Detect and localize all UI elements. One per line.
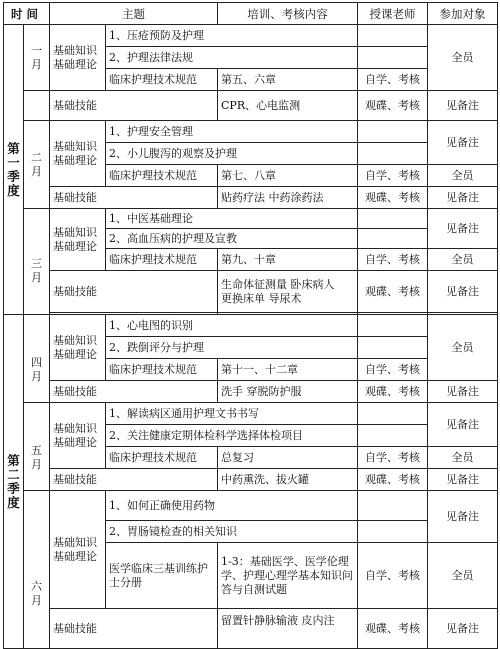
topic-cell: 2、跌倒评分与护理 [106, 337, 358, 359]
content-cell: 留置针静脉输液 皮内注 [218, 609, 358, 649]
topic-cell: 1、护理安全管理 [106, 121, 358, 143]
audience-cell: 见备注 [428, 469, 498, 491]
audience-cell: 全员 [428, 447, 498, 469]
teacher-cell: 自学、考核 [358, 359, 428, 381]
training-schedule-table [3, 2, 498, 649]
table-row [4, 381, 498, 403]
content-cell: 生命体征测量 卧床病人 更换床单 导尿术 [218, 271, 358, 313]
header-teacher: 授课老师 [358, 3, 428, 25]
topic-cell: 1、解读病区通用护理文书书写 [106, 403, 358, 425]
teacher-cell [358, 425, 428, 447]
teacher-cell: 观碟、考核 [358, 469, 428, 491]
teacher-cell [358, 403, 428, 425]
table-row [4, 187, 498, 209]
teacher-cell: 自学、考核 [358, 165, 428, 187]
category-skill: 基础技能 [50, 381, 218, 403]
topic-cell: 1、压疮预防及护理 [106, 25, 358, 47]
topic-cell: 2、关注健康定期体检科学选择体检项目 [106, 425, 358, 447]
category-skill: 基础技能 [50, 91, 218, 121]
header-content: 培训、考核内容 [218, 3, 358, 25]
category-skill: 基础技能 [50, 187, 218, 209]
header-row [4, 3, 498, 25]
audience-cell: 见备注 [428, 209, 498, 249]
content-cell: 1-3：基础医学、医学伦理学、护理心理学基本知识问答与自测试题 [218, 543, 358, 609]
category-skill: 基础技能 [50, 271, 218, 313]
month-label-feb: 二 月 [24, 121, 50, 209]
table-row [4, 91, 498, 121]
teacher-cell: 自学、考核 [358, 249, 428, 271]
topic-cell: 1、心电图的识别 [106, 315, 358, 337]
topic-cell: 临床护理技术规范 [106, 165, 218, 187]
content-cell: 贴药疗法 中药涂药法 [218, 187, 358, 209]
topic-cell: 2、胃肠镜检查的相关知识 [106, 521, 358, 543]
topic-cell: 临床护理技术规范 [106, 69, 218, 91]
month-label-jun: 六 月 [24, 491, 50, 649]
table-row [4, 609, 498, 649]
content-cell: 第五、六章 [218, 69, 358, 91]
audience-cell: 见备注 [428, 91, 498, 121]
teacher-cell: 观碟、考核 [358, 91, 428, 121]
teacher-cell [358, 521, 428, 543]
audience-cell: 全员 [428, 165, 498, 187]
teacher-cell [358, 491, 428, 521]
topic-cell: 1、如何正确使用药物 [106, 491, 358, 521]
month-label-may: 五 月 [24, 403, 50, 491]
quarter-1-label: 第 一 季 度 [4, 25, 24, 315]
content-cell: CPR、心电监测 [218, 91, 358, 121]
audience-cell: 全员 [428, 543, 498, 609]
table-row [4, 469, 498, 491]
table-row [4, 25, 498, 47]
month-label-jan: 一 月 [24, 25, 50, 91]
audience-cell: 全员 [428, 315, 498, 381]
audience-cell: 见备注 [428, 403, 498, 447]
table-row [4, 271, 498, 313]
teacher-cell: 自学、考核 [358, 447, 428, 469]
audience-cell: 见备注 [428, 187, 498, 209]
content-cell: 中药熏洗、拔火罐 [218, 469, 358, 491]
content-cell: 第七、八章 [218, 165, 358, 187]
table-row [4, 121, 498, 143]
category-knowledge-theory: 基础知识 基础理论 [50, 403, 106, 469]
audience-cell: 见备注 [428, 271, 498, 313]
topic-cell: 医学临床三基训练护士分册 [106, 543, 218, 609]
content-cell: 洗手 穿脱防护服 [218, 381, 358, 403]
audience-cell: 见备注 [428, 121, 498, 165]
teacher-cell [358, 25, 428, 47]
teacher-cell [358, 229, 428, 249]
audience-cell: 见备注 [428, 491, 498, 543]
audience-cell: 见备注 [428, 609, 498, 649]
header-topic: 主题 [50, 3, 218, 25]
month-cell [24, 91, 50, 121]
content-cell: 总复习 [218, 447, 358, 469]
category-knowledge-theory: 基础知识 基础理论 [50, 121, 106, 187]
content-cell: 第九、十章 [218, 249, 358, 271]
teacher-cell: 自学、考核 [358, 69, 428, 91]
audience-cell: 见备注 [428, 381, 498, 403]
teacher-cell [358, 315, 428, 337]
category-knowledge-theory: 基础知识 基础理论 [50, 491, 106, 609]
table-row [4, 491, 498, 521]
topic-cell: 2、高血压病的护理及宣教 [106, 229, 358, 249]
teacher-cell [358, 121, 428, 143]
header-audience: 参加对象 [428, 3, 498, 25]
month-label-mar: 三 月 [24, 209, 50, 315]
category-skill: 基础技能 [50, 469, 218, 491]
topic-cell: 1、中医基础理论 [106, 209, 358, 229]
topic-cell: 临床护理技术规范 [106, 249, 218, 271]
teacher-cell [358, 337, 428, 359]
audience-cell: 全员 [428, 25, 498, 91]
month-label-apr: 四 月 [24, 315, 50, 403]
header-time: 时间 [4, 3, 50, 25]
teacher-cell [358, 143, 428, 165]
teacher-cell [358, 47, 428, 69]
teacher-cell: 观碟、考核 [358, 271, 428, 313]
teacher-cell: 观碟、考核 [358, 609, 428, 649]
teacher-cell: 观碟、考核 [358, 381, 428, 403]
table-row [4, 209, 498, 229]
topic-cell: 2、护理法律法规 [106, 47, 358, 69]
content-cell: 第十一、十二章 [218, 359, 358, 381]
category-knowledge-theory: 基础知识 基础理论 [50, 209, 106, 271]
quarter-2-label: 第 二 季 度 [4, 315, 24, 649]
topic-cell: 临床护理技术规范 [106, 359, 218, 381]
teacher-cell: 自学、考核 [358, 543, 428, 609]
table-row [4, 403, 498, 425]
topic-cell: 2、小儿腹泻的观察及护理 [106, 143, 358, 165]
audience-cell: 全员 [428, 249, 498, 271]
category-knowledge-theory: 基础知识 基础理论 [50, 315, 106, 381]
teacher-cell [358, 209, 428, 229]
teacher-cell: 观碟、考核 [358, 187, 428, 209]
table-row [4, 315, 498, 337]
category-knowledge-theory: 基础知识 基础理论 [50, 25, 106, 91]
category-skill: 基础技能 [50, 609, 218, 649]
topic-cell: 临床护理技术规范 [106, 447, 218, 469]
